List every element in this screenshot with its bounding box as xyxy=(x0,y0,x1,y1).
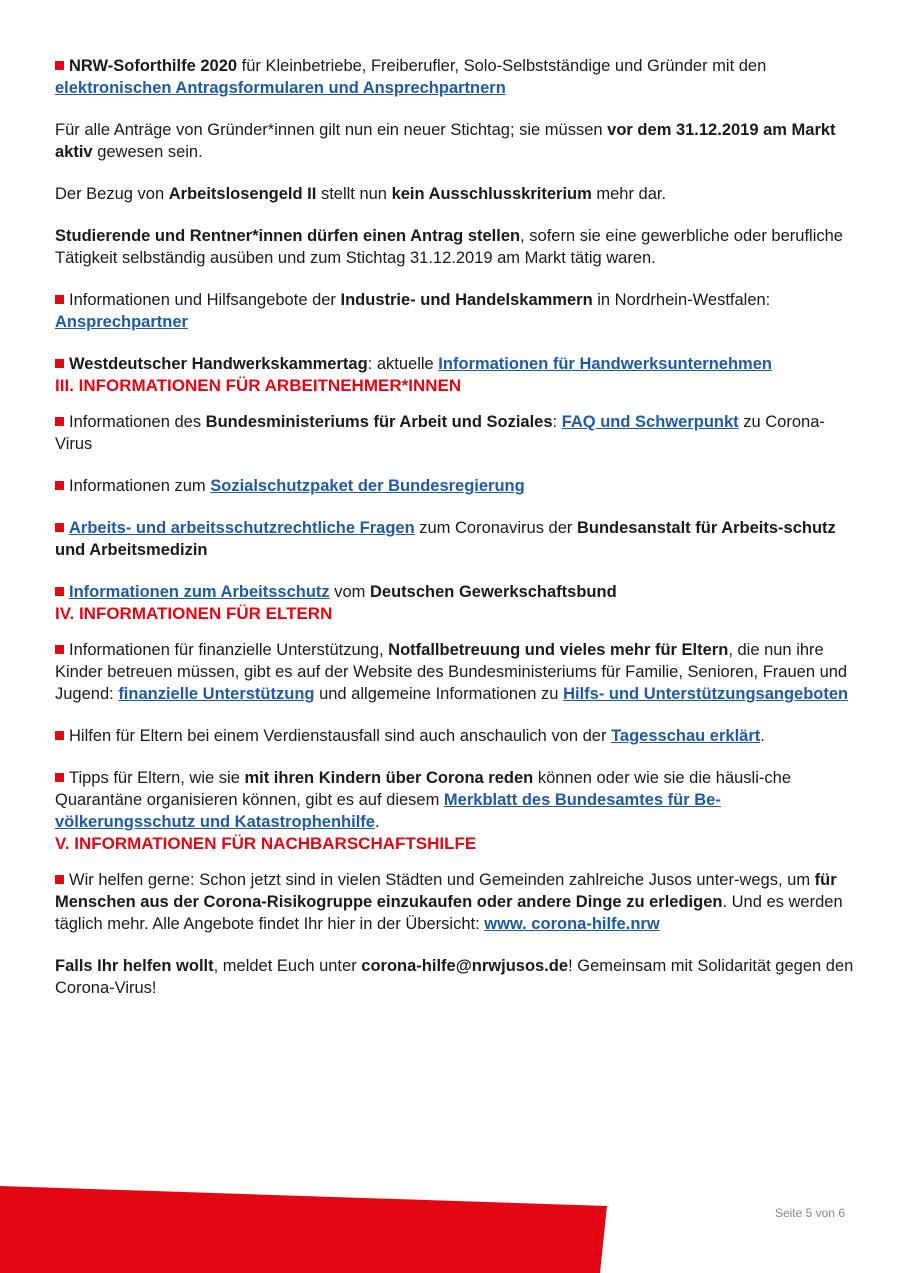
paragraph xyxy=(55,767,855,833)
document-body xyxy=(55,55,855,999)
bold-text: Deutschen Gewerkschaftsbund xyxy=(370,583,617,601)
bold-text: Bundesanstalt für Arbeits-schutz und Arbeitsmedizin xyxy=(55,519,836,559)
paragraph xyxy=(55,725,855,747)
link[interactable]: FAQ und Schwerpunkt xyxy=(561,413,739,431)
red-square-bullet-icon xyxy=(55,773,64,782)
text: für Kleinbetriebe, Freiberufler, Solo-Selbstständige und Gründer mit den xyxy=(237,57,767,75)
bold-text: mit ihren Kindern über Corona reden xyxy=(244,769,534,787)
bold-text: Bundesministeriums für Arbeit und Soziales xyxy=(205,413,553,431)
red-square-bullet-icon xyxy=(55,645,64,654)
link[interactable]: Merkblatt des Bundesamtes für Be-völkerungsschutz und Katastrophenhilfe xyxy=(55,791,721,831)
paragraph xyxy=(55,581,855,603)
bold-text: Notfallbetreuung und vieles mehr für Eltern xyxy=(388,641,729,659)
link[interactable]: www. corona-hilfe.nrw xyxy=(484,915,660,933)
bold-text: für Menschen aus der Corona-Risikogruppe einzukaufen oder andere Dinge zu erledigen xyxy=(55,871,837,911)
text: und allgemeine Informationen zu xyxy=(314,685,564,703)
red-square-bullet-icon xyxy=(55,359,64,368)
link[interactable]: Ansprechpartner xyxy=(55,313,188,331)
red-square-bullet-icon xyxy=(55,61,64,70)
paragraph xyxy=(55,639,855,705)
text: gewesen sein. xyxy=(92,143,203,161)
text: stellt nun xyxy=(316,185,392,203)
text: Hilfen für Eltern bei einem Verdienstausfall sind auch anschaulich von der xyxy=(69,727,612,745)
red-square-bullet-icon xyxy=(55,875,64,884)
page-number: Seite 5 von 6 xyxy=(774,1206,845,1220)
text: zu Corona-Virus xyxy=(55,413,825,453)
red-square-bullet-icon xyxy=(55,587,64,596)
text: Wir helfen gerne: Schon jetzt sind in vielen Städten und Gemeinden zahlreiche Jusos unter-wegs, um xyxy=(69,871,815,889)
text: Informationen des xyxy=(69,413,206,431)
text: . xyxy=(760,727,765,745)
bold-text: Falls Ihr helfen wollt xyxy=(55,957,214,975)
text: Für alle Anträge von Gründer*innen gilt nun ein neuer Stichtag; sie müssen xyxy=(55,121,608,139)
section-heading: V. INFORMATIONEN FÜR NACHBARSCHAFTSHILFE xyxy=(55,834,477,853)
bold-text: vor dem 31.12.2019 am Markt aktiv xyxy=(55,121,836,161)
text: . xyxy=(374,813,380,831)
paragraph xyxy=(55,353,855,375)
text: mehr dar. xyxy=(591,185,667,203)
paragraph xyxy=(55,517,855,561)
section-heading: III. INFORMATIONEN FÜR ARBEITNEHMER*INNEN xyxy=(55,376,462,395)
text: in Nordrhein-Westfalen: xyxy=(592,291,771,309)
red-square-bullet-icon xyxy=(55,417,64,426)
bold-text: kein Ausschlusskriterium xyxy=(391,185,592,203)
paragraph xyxy=(55,955,855,999)
text: Informationen zum xyxy=(69,477,211,495)
section-heading: IV. INFORMATIONEN FÜR ELTERN xyxy=(55,604,333,623)
red-square-bullet-icon xyxy=(55,731,64,740)
bold-text: Arbeitslosengeld II xyxy=(168,185,317,203)
text: Informationen und Hilfsangebote der xyxy=(69,291,341,309)
paragraph xyxy=(55,289,855,333)
text: Informationen für finanzielle Unterstützung, xyxy=(69,641,389,659)
link[interactable]: Tagesschau erklärt xyxy=(611,727,761,745)
link[interactable]: Sozialschutzpaket der Bundesregierung xyxy=(210,477,525,495)
bold-text: Studierende und Rentner*innen dürfen einen Antrag stellen xyxy=(55,227,521,245)
text: zum Coronavirus der xyxy=(414,519,577,537)
bold-text: NRW-Soforthilfe 2020 xyxy=(69,57,238,75)
link[interactable]: Informationen für Handwerksunternehmen xyxy=(438,355,772,373)
link[interactable]: Arbeits- und arbeitsschutzrechtliche Fragen xyxy=(69,519,415,537)
text: , meldet Euch unter xyxy=(213,957,362,975)
text: vom xyxy=(329,583,371,601)
text: . Und es werden täglich mehr. Alle Angebote findet Ihr hier in der Übersicht: xyxy=(55,893,843,933)
paragraph xyxy=(55,475,855,497)
text: : aktuelle xyxy=(367,355,439,373)
link[interactable]: elektronischen Antragsformularen und Ansprechpartnern xyxy=(55,79,506,97)
paragraph xyxy=(55,411,855,455)
red-corner-band xyxy=(0,1178,620,1273)
paragraph xyxy=(55,119,855,163)
red-square-bullet-icon xyxy=(55,481,64,490)
text: ! Gemeinsam mit Solidarität gegen den Corona-Virus! xyxy=(55,957,854,997)
paragraph xyxy=(55,183,855,205)
link[interactable]: Informationen zum Arbeitsschutz xyxy=(69,583,330,601)
paragraph xyxy=(55,55,855,99)
link[interactable]: finanzielle Unterstützung xyxy=(118,685,315,703)
text: Tipps für Eltern, wie sie xyxy=(69,769,245,787)
bold-text: Westdeutscher Handwerkskammertag xyxy=(69,355,368,373)
paragraph xyxy=(55,869,855,935)
bold-text: Industrie- und Handelskammern xyxy=(340,291,593,309)
bold-text: corona-hilfe@nrwjusos.de xyxy=(361,957,569,975)
text: Der Bezug von xyxy=(55,185,169,203)
paragraph xyxy=(55,225,855,269)
text: , die nun ihre Kinder betreuen müssen, gibt es auf der Website des Bundesministeriums für Familie, Senioren, Frauen und Jugend: xyxy=(55,641,848,703)
red-square-bullet-icon xyxy=(55,295,64,304)
red-square-bullet-icon xyxy=(55,523,64,532)
text: , sofern sie eine gewerbliche oder berufliche Tätigkeit selbständig ausüben und zum Stichtag 31.12.2019 am Markt tätig waren. xyxy=(55,227,843,267)
text: können oder wie sie die häusli-che Quarantäne organisieren können, gibt es auf diesem xyxy=(55,769,791,809)
text: : xyxy=(552,413,562,431)
link[interactable]: Hilfs- und Unterstützungsangeboten xyxy=(563,685,849,703)
